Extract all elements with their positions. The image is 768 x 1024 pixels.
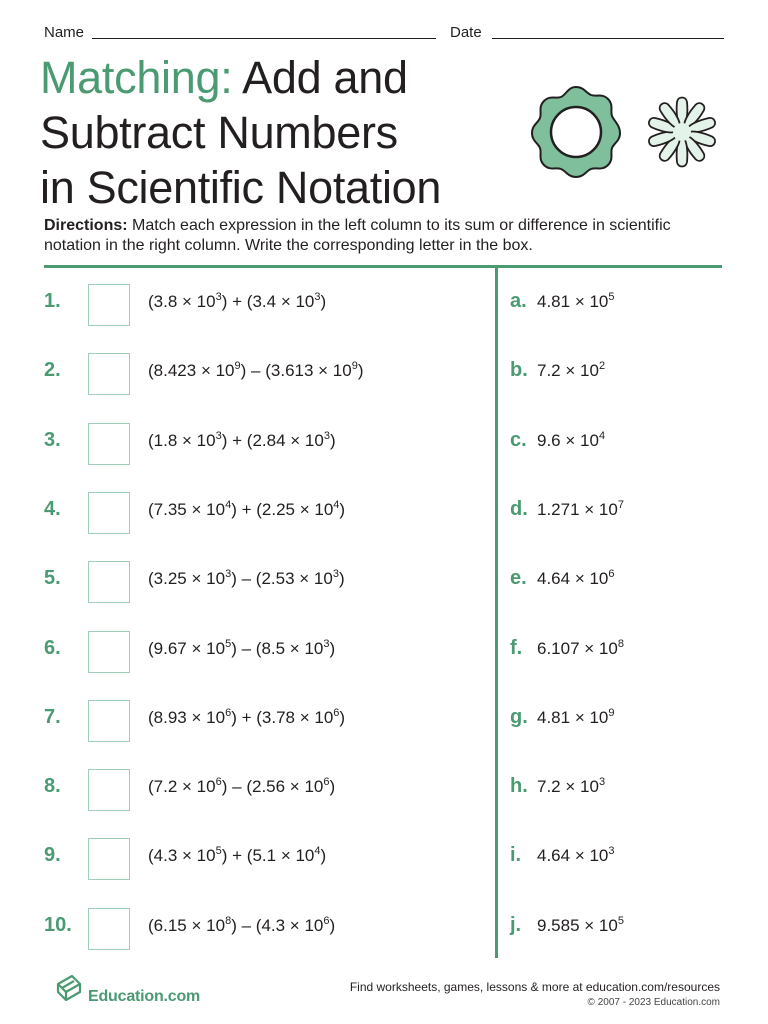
mantissa-a: 6.15 <box>153 915 187 935</box>
answer-exponent: 3 <box>608 845 615 858</box>
operator: + <box>232 430 243 450</box>
date-blank[interactable] <box>492 38 724 39</box>
answer-value: $4.64 \times 10^3$ <box>537 845 615 866</box>
answer-value: $6.107 \times 10^8$ <box>537 637 624 658</box>
title-line1: Add and <box>232 52 408 103</box>
problem-expression: $(7.35 \times 10^4) + (2.25 \times 10^4)$ <box>148 498 346 519</box>
exponent-b: 6 <box>323 914 330 927</box>
problem-row <box>44 547 494 607</box>
exponent-b: 3 <box>314 291 321 303</box>
footer-copyright: © 2007 - 2023 Education.com <box>587 997 720 1008</box>
decorative-shapes <box>528 85 728 181</box>
mantissa-b: 2.25 <box>261 499 295 519</box>
problem-number: 2. <box>44 359 61 382</box>
answer-exponent: 5 <box>608 291 615 303</box>
mantissa-a: 9.67 <box>153 638 187 658</box>
footer-tagline: Find worksheets, games, lessons & more at education.com/resources <box>349 980 720 994</box>
title-line2: Subtract Numbers <box>40 107 398 158</box>
answer-exponent: 4 <box>598 429 606 442</box>
answer-box[interactable] <box>88 353 130 395</box>
footer <box>350 980 720 1010</box>
education-logo <box>52 972 232 1008</box>
answer-value: $9.6 \times 10^4$ <box>537 429 606 450</box>
exponent-b: 6 <box>333 706 340 719</box>
mantissa-a: 8.423 <box>153 361 197 381</box>
mantissa-a: 4.3 <box>153 846 178 866</box>
answer-mantissa: 4.81 <box>537 292 571 311</box>
answer-value: $4.81 \times 10^5$ <box>537 291 615 311</box>
operator: – <box>241 638 252 658</box>
problem-number: 1. <box>44 290 61 312</box>
title-line3: in Scientific Notation <box>40 162 442 213</box>
answer-exponent: 7 <box>617 498 624 511</box>
mantissa-a: 3.25 <box>153 569 187 589</box>
answer-letter: c. <box>510 428 527 451</box>
education-brand: Education.com <box>88 988 201 1005</box>
operator: – <box>241 915 252 935</box>
exponent-b: 6 <box>323 776 330 789</box>
answer-value: $7.2 \times 10^3$ <box>537 776 606 797</box>
answer-mantissa: 6.107 <box>537 638 580 658</box>
name-blank[interactable] <box>92 38 436 39</box>
directions <box>44 216 724 256</box>
operator: + <box>241 499 252 519</box>
answer-letter: i. <box>510 844 522 867</box>
problem-number: 10. <box>44 913 72 936</box>
answer-choice <box>510 755 722 815</box>
problem-row <box>44 339 494 399</box>
operator: + <box>232 846 243 866</box>
mantissa-a: 8.93 <box>153 707 187 727</box>
problem-expression: $(8.93 \times 10^6) + (3.78 \times 10^6)$ <box>148 706 346 727</box>
starburst-icon <box>648 98 717 167</box>
answer-choice <box>510 824 722 884</box>
answer-letter: a. <box>510 290 527 312</box>
answer-box[interactable] <box>88 423 130 465</box>
date-label: Date <box>450 24 482 41</box>
answer-exponent: 8 <box>617 637 624 650</box>
answer-exponent: 6 <box>608 568 615 581</box>
answer-value: $9.585 \times 10^5$ <box>537 914 624 935</box>
mantissa-a: 7.2 <box>153 777 178 797</box>
problem-row <box>44 824 494 884</box>
directions-label: Directions: <box>44 217 128 234</box>
answer-choice <box>510 894 722 954</box>
education-logo-icon <box>52 972 86 1006</box>
problem-row <box>44 755 494 815</box>
operator: – <box>241 569 252 589</box>
problem-number: 3. <box>44 428 61 451</box>
problem-row <box>44 270 494 330</box>
exponent-a: 3 <box>225 568 232 581</box>
answer-mantissa: 7.2 <box>537 361 561 381</box>
answer-box[interactable] <box>88 284 130 326</box>
exponent-a: 6 <box>215 776 222 789</box>
answer-letter: j. <box>510 913 522 936</box>
exponent-a: 3 <box>215 429 222 442</box>
answer-value: $4.81 \times 10^9$ <box>537 706 615 727</box>
exponent-a: 9 <box>234 360 241 373</box>
divider-horizontal <box>44 265 722 268</box>
answer-choice <box>510 686 722 746</box>
problem-expression: $(8.423 \times 10^9) - (3.613 \times 10^9)$ <box>148 360 364 381</box>
name-date-line <box>44 22 724 44</box>
exponent-b: 4 <box>333 498 340 511</box>
problem-row <box>44 478 494 538</box>
exponent-a: 5 <box>225 637 232 650</box>
problem-number: 8. <box>44 775 61 798</box>
mantissa-b: 4.3 <box>261 915 286 935</box>
problem-row <box>44 894 494 954</box>
flower-ring-icon <box>532 87 620 177</box>
problem-number: 4. <box>44 497 61 520</box>
problem-expression: $(1.8 \times 10^3) + (2.84 \times 10^3)$ <box>148 429 336 450</box>
exponent-a: 4 <box>225 498 232 511</box>
answer-letter: f. <box>510 636 523 659</box>
mantissa-b: 2.53 <box>261 569 295 589</box>
problem-expression: $(3.25 \times 10^3) - (2.53 \times 10^3)$ <box>148 568 345 589</box>
problem-row <box>44 409 494 469</box>
answer-mantissa: 4.81 <box>537 707 571 727</box>
problem-number: 7. <box>44 705 61 728</box>
problem-number: 6. <box>44 636 61 659</box>
page-title <box>40 50 560 215</box>
mantissa-b: 2.84 <box>252 430 286 450</box>
mantissa-b: 3.4 <box>252 292 277 311</box>
divider-vertical <box>495 268 498 958</box>
answer-choice <box>510 547 722 607</box>
answer-letter: h. <box>510 775 528 798</box>
answer-box[interactable] <box>88 700 130 742</box>
answer-mantissa: 9.585 <box>537 915 580 935</box>
answer-choice <box>510 339 722 399</box>
answer-exponent: 3 <box>598 776 606 789</box>
name-label: Name <box>44 24 85 41</box>
directions-text: Match each expression in the left column to its sum or difference in scientific notation in the right column. Write the corresponding letter in the box. <box>44 217 671 254</box>
exponent-b: 3 <box>323 637 330 650</box>
exponent-b: 4 <box>314 845 321 858</box>
answer-box[interactable] <box>88 492 130 534</box>
operator: – <box>251 361 261 381</box>
answer-box[interactable] <box>88 769 130 811</box>
exponent-b: 3 <box>323 429 330 442</box>
answer-choice <box>510 409 722 469</box>
problem-row <box>44 617 494 677</box>
answer-box[interactable] <box>88 838 130 880</box>
exponent-a: 6 <box>225 706 232 719</box>
mantissa-b: 3.78 <box>261 707 295 727</box>
operator: + <box>232 292 243 311</box>
answer-exponent: 2 <box>598 360 606 373</box>
answer-mantissa: 9.6 <box>537 430 561 450</box>
mantissa-b: 5.1 <box>252 846 277 866</box>
mantissa-a: 3.8 <box>153 292 178 311</box>
answer-mantissa: 1.271 <box>537 499 580 519</box>
operator: + <box>241 707 252 727</box>
answer-value: $4.64 \times 10^6$ <box>537 568 615 589</box>
problem-expression: $(3.8 \times 10^3) + (3.4 \times 10^3)$ <box>148 291 327 311</box>
mantissa-b: 8.5 <box>261 638 286 658</box>
answer-exponent: 9 <box>608 706 615 719</box>
answer-choice <box>510 270 722 330</box>
problem-number: 9. <box>44 844 61 867</box>
mantissa-a: 1.8 <box>153 430 178 450</box>
exponent-a: 5 <box>215 845 222 858</box>
answer-mantissa: 7.2 <box>537 777 561 797</box>
answer-value: $7.2 \times 10^2$ <box>537 360 606 381</box>
answer-value: $1.271 \times 10^7$ <box>537 498 624 519</box>
answer-box[interactable] <box>88 561 130 603</box>
exponent-a: 8 <box>225 914 232 927</box>
mantissa-b: 3.613 <box>270 361 314 381</box>
answer-letter: b. <box>510 359 528 382</box>
answer-choice <box>510 478 722 538</box>
answer-mantissa: 4.64 <box>537 846 571 866</box>
answer-letter: e. <box>510 567 527 590</box>
problem-expression: $(7.2 \times 10^6) - (2.56 \times 10^6)$ <box>148 776 336 797</box>
answer-mantissa: 4.64 <box>537 569 571 589</box>
operator: – <box>232 777 242 797</box>
answer-letter: d. <box>510 497 528 520</box>
exponent-a: 3 <box>215 291 222 303</box>
answer-choice <box>510 617 722 677</box>
mantissa-b: 2.56 <box>251 777 286 797</box>
problem-expression: $(9.67 \times 10^5) - (8.5 \times 10^3)$ <box>148 637 336 658</box>
answer-letter: g. <box>510 705 528 728</box>
title-accent: Matching: <box>40 52 233 103</box>
answer-box[interactable] <box>88 908 130 950</box>
answer-exponent: 5 <box>617 914 624 927</box>
problem-expression: $(4.3 \times 10^5) + (5.1 \times 10^4)$ <box>148 845 327 866</box>
exponent-b: 3 <box>332 568 339 581</box>
exponent-b: 9 <box>351 360 358 373</box>
problem-expression: $(6.15 \times 10^8) - (4.3 \times 10^6)$ <box>148 914 336 935</box>
problem-row <box>44 686 494 746</box>
mantissa-a: 7.35 <box>153 499 187 519</box>
problem-number: 5. <box>44 567 61 590</box>
answer-box[interactable] <box>88 631 130 673</box>
